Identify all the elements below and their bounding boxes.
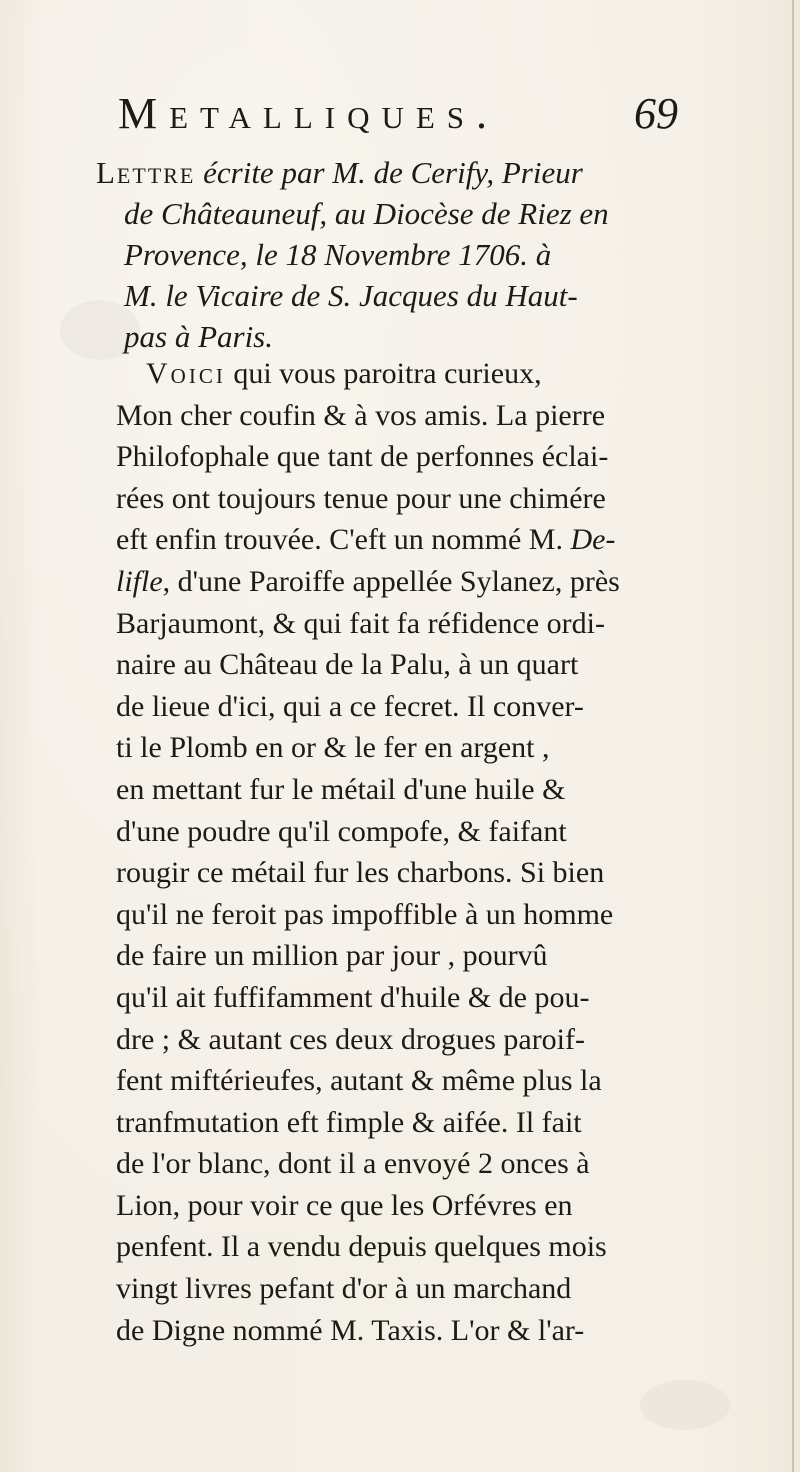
- body-line: [116, 1102, 716, 1144]
- body-text: de l'or blanc, dont il a envoyé 2 onces à: [116, 1147, 590, 1181]
- body-line: [116, 478, 716, 520]
- body-lead-word: Voici: [146, 357, 226, 390]
- body-line: [116, 1143, 716, 1185]
- body-text: tranfmutation eft fimple & aifée. Il fait: [116, 1105, 582, 1139]
- body-line: [116, 977, 716, 1019]
- title-text: de Châteauneuf, au Diocèse de Riez en: [124, 196, 609, 231]
- body-text: ti le Plomb en or & le fer en argent ,: [116, 731, 550, 765]
- body-text: qu'il ne feroit pas impoffible à un homme: [116, 897, 614, 931]
- body-line: [116, 1268, 716, 1310]
- body-line: [116, 727, 716, 769]
- body-text: , d'une Paroiffe appellée Sylanez, près: [162, 564, 620, 598]
- body-text: qui vous paroitra curieux,: [225, 357, 542, 390]
- body-line: [116, 1310, 716, 1352]
- body-line: [116, 644, 716, 686]
- running-head: Metalliques.: [118, 89, 500, 138]
- body-text: Mon cher coufin & à vos amis. La pierre: [116, 398, 606, 432]
- body-text: en mettant fur le métail d'une huile &: [116, 772, 566, 806]
- body-text: dre ; & autant ces deux drogues paroif-: [116, 1022, 585, 1056]
- body-italic-text: lifle: [116, 564, 163, 598]
- paper-stain: [640, 1380, 730, 1430]
- body-text: d'une poudre qu'il compofe, & faifant: [116, 814, 567, 848]
- page-number: 69: [634, 89, 678, 138]
- title-line: [96, 152, 716, 193]
- body-text: Lion, pour voir ce que les Orfévres en: [116, 1188, 573, 1222]
- body-line: [116, 811, 716, 853]
- body-line: [116, 353, 716, 395]
- letter-title: [96, 152, 716, 357]
- body-text: Barjaumont, & qui fait fa réfidence ordi-: [116, 606, 605, 640]
- title-line: [96, 234, 716, 275]
- body-line: [116, 519, 716, 561]
- title-text: pas à Paris.: [124, 319, 273, 354]
- body-line: [116, 1185, 716, 1227]
- body-line: [116, 561, 716, 603]
- page-edge: [792, 0, 794, 1472]
- body-italic-text: De-: [570, 523, 616, 557]
- body-text: qu'il ait fuffifamment d'huile & de pou-: [116, 980, 590, 1014]
- letter-body: [116, 353, 716, 1351]
- title-line: [96, 193, 716, 234]
- body-line: [116, 686, 716, 728]
- body-text: de lieue d'ici, qui a ce fecret. Il conver-: [116, 689, 584, 723]
- body-line: [116, 894, 716, 936]
- body-text: de faire un million par jour , pourvû: [116, 939, 548, 973]
- body-text: de Digne nommé M. Taxis. L'or & l'ar-: [116, 1313, 585, 1347]
- title-line: [96, 316, 716, 357]
- body-line: [116, 436, 716, 478]
- body-text: rougir ce métail fur les charbons. Si bien: [116, 856, 605, 890]
- body-line: [116, 603, 716, 645]
- body-line: [116, 935, 716, 977]
- body-line: [116, 769, 716, 811]
- body-text: naire au Château de la Palu, à un quart: [116, 648, 579, 682]
- body-text: Philofophale que tant de perfonnes éclai-: [116, 440, 609, 474]
- body-line: [116, 1060, 716, 1102]
- body-text: eft enfin trouvée. C'eft un nommé M.: [116, 523, 571, 557]
- body-text: rées ont toujours tenue pour une chimére: [116, 481, 606, 515]
- title-text: M. le Vicaire de S. Jacques du Haut-: [124, 278, 578, 313]
- title-lead-word: Lettre: [96, 155, 196, 190]
- body-text: penfent. Il a vendu depuis quelques mois: [116, 1230, 607, 1264]
- body-line: [116, 1019, 716, 1061]
- title-text: écrite par M. de Cerify, Prieur: [195, 155, 583, 190]
- body-text: fent miftérieufes, autant & même plus la: [116, 1064, 602, 1098]
- body-text: vingt livres pefant d'or à un marchand: [116, 1272, 572, 1306]
- title-text: Provence, le 18 Novembre 1706. à: [124, 237, 552, 272]
- body-line: [116, 1226, 716, 1268]
- page-header: [118, 88, 678, 138]
- body-line: [116, 395, 716, 437]
- body-line: [116, 852, 716, 894]
- title-line: [96, 275, 716, 316]
